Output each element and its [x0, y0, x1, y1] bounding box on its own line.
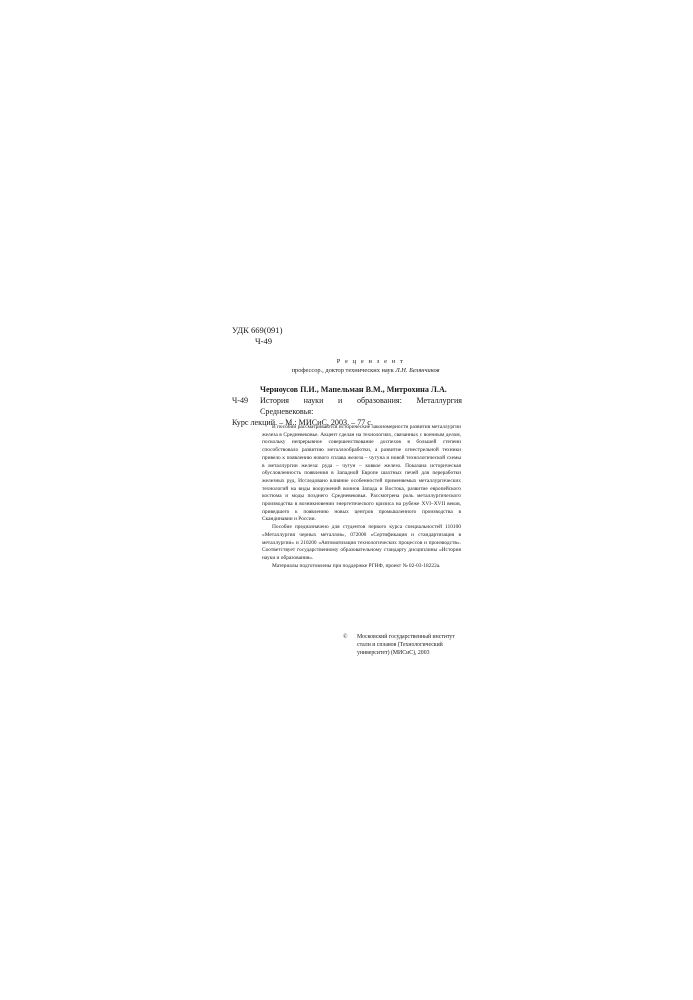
abstract-paragraph: Пособие предназначено для студентов первого курса специальностей 110100 «Металлургия черных металлов», 072000 «Сертификация и стандартизация в металлургии» и 210200 «Автоматизация технологических процессов и производств». Соответствует государственному образовательному стандарту дисциплины «История науки и образования».: [262, 524, 461, 561]
reviewer-person: [232, 366, 459, 375]
reviewer-block: [232, 357, 459, 375]
book-imprint-line: Курс лекций. – М.: МИСиС, 2003. – 77 с.: [232, 418, 373, 427]
udk-block: [232, 325, 282, 347]
biblio-code: Ч-49: [232, 396, 249, 405]
book-title-line: История науки и образования: Металлургия Средневековья:: [260, 396, 462, 416]
bibliographic-record: [232, 384, 462, 428]
reviewer-position: профессор., доктор технических наук: [291, 367, 394, 374]
reviewer-heading: Р е ц е н з е н т: [336, 358, 405, 365]
copyright-line: Московский государственный институт: [357, 634, 455, 640]
copyright-block: [343, 633, 473, 657]
copyright-line: университет) (МИСиС), 2003: [357, 650, 430, 656]
udk-code: УДК 669(091): [232, 325, 283, 335]
copyright-line: стали и сплавов (Технологический: [357, 642, 443, 648]
reviewer-name: Л.Н. Белянчиков: [395, 367, 440, 374]
library-code: Ч-49: [255, 336, 273, 346]
abstract: [262, 424, 461, 570]
abstract-paragraph: Материалы подготовлены при поддержке РГНФ, проект № 02-03-18222а.: [272, 562, 441, 569]
copyright-sign: ©: [343, 634, 348, 640]
abstract-paragraph: В пособии рассматриваются исторические закономерности развития металлургии железа в Средневековье. Акцент сделан на технологиях, связанных с военным делом, поскольку непрерывное совершенствование доспехов в большей степени способствовало развитию металлообработки, а развитие огнестрельной техники привело к появлению нового сплава железа – чугуна и новой технологической схемы в металлургии железа: руда – чугун – ковкое железо. Показана историческая обусловленность появления в Западной Европе шахтных печей для переработки железных руд. Исследовано влияние особенностей применяемых металлургических технологий на виды вооружений воинов Запада и Востока, развитие европейского костюма и моды позднего Средневековья. Рассмотрена роль металлургического производства в возникновении энергетического кризиса на рубеже XVI–XVII веков, приведшего к появлению новых центров промышленного производства в Скандинавии и России.: [262, 424, 461, 523]
authors: Черноусов П.И., Мапельман В.М., Митрохина Л.А.: [260, 385, 447, 394]
